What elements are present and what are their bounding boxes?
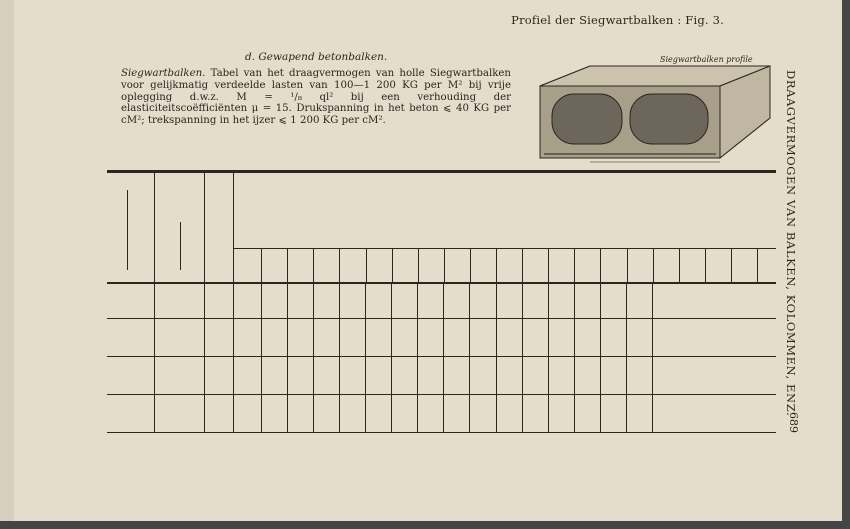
- table-rule: [731, 248, 732, 282]
- running-head: Profiel der Siegwartbalken : Fig. 3.: [511, 13, 724, 27]
- table-rule: [705, 248, 706, 282]
- table-rule: [107, 318, 776, 319]
- table-rule: [261, 283, 262, 432]
- table-rule: [339, 248, 340, 282]
- table-rule: [365, 283, 366, 432]
- table-rule: [757, 248, 758, 282]
- table-rule: [233, 248, 776, 249]
- table-rule: [653, 248, 654, 282]
- figure-label: Siegwartbalken profile: [660, 55, 753, 64]
- table-rule: [444, 248, 445, 282]
- table-rule: [313, 283, 314, 432]
- span-table: [107, 170, 776, 435]
- table-rule: [417, 283, 418, 432]
- intro-paragraph: [121, 68, 511, 127]
- table-rule: [391, 283, 392, 432]
- table-rule: [418, 248, 419, 282]
- table-rule: [204, 170, 205, 432]
- table-rule: [339, 283, 340, 432]
- table-rule: [548, 248, 549, 282]
- table-rule: [180, 222, 181, 270]
- table-rule: [107, 432, 776, 433]
- intro-title: Siegwartbalken.: [121, 68, 206, 79]
- table-rule: [627, 248, 628, 282]
- page-number: 689: [787, 412, 800, 433]
- col-eigengew: [207, 172, 229, 278]
- table-rule: [496, 283, 497, 432]
- table-rule: [392, 248, 393, 282]
- table-rule: [470, 248, 471, 282]
- table-rule: [287, 283, 288, 432]
- table-rule: [443, 283, 444, 432]
- side-heading-text: DRAAGVERMOGEN VAN BALKEN, KOLOMMEN, ENZ.: [784, 70, 798, 417]
- table-rule: [107, 356, 776, 357]
- table-rule: [496, 248, 497, 282]
- table-rule: [574, 283, 575, 432]
- intro-text: Tabel van het draagvermogen van holle Siegwartbalken voor gelijkmatig verdeelde lasten van 100—1 200 KG per M² bij vrije oplegging d.w.z. M = ¹/₈ ql² bij een verhouding der elasticiteitscoëfficiënten μ = 15. Drukspanning in het beton ⩽ 40 KG per cM²; trekspanning in het ijzer ⩽ 1 200 KG per cM².: [121, 68, 511, 127]
- table-rule: [679, 248, 680, 282]
- table-rule: [154, 170, 155, 432]
- side-heading: [784, 70, 806, 460]
- table-rule: [287, 248, 288, 282]
- table-rule: [574, 248, 575, 282]
- table-rule: [626, 283, 627, 432]
- section-subtitle: d. Gewapend betonbalken.: [245, 51, 388, 63]
- table-rule: [107, 394, 776, 395]
- table-rule: [313, 248, 314, 282]
- table-rule: [366, 248, 367, 282]
- table-rule: [127, 190, 128, 270]
- table-rule: [107, 283, 776, 284]
- table-rule: [600, 248, 601, 282]
- table-rule: [522, 283, 523, 432]
- table-rule: [261, 248, 262, 282]
- table-rule: [652, 283, 653, 432]
- table-rule: [522, 248, 523, 282]
- table-rule: [548, 283, 549, 432]
- table-rule: [233, 170, 234, 432]
- table-rule: [600, 283, 601, 432]
- siegwartbalken-figure: [530, 48, 780, 166]
- table-rule: [469, 283, 470, 432]
